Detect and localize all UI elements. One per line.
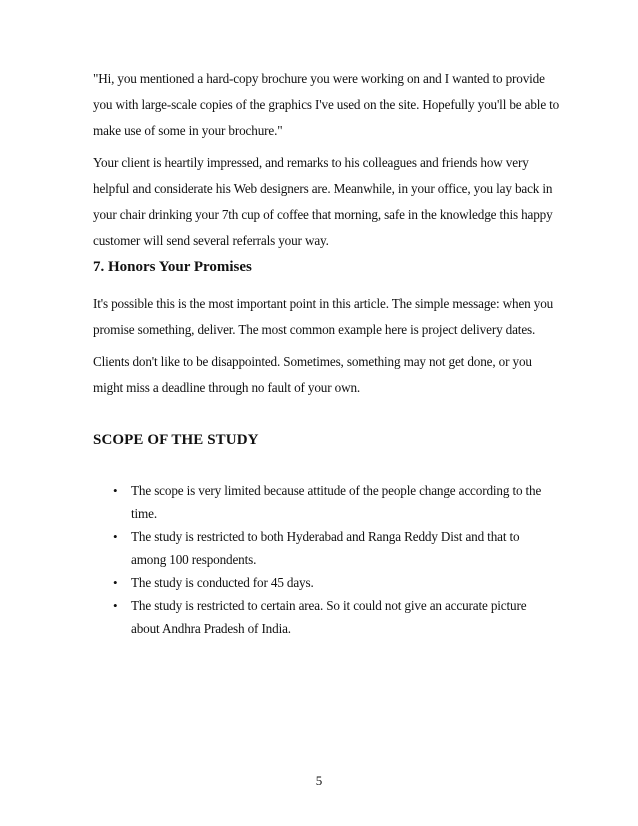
bullet-icon: • [113, 598, 118, 613]
list-item [113, 594, 553, 640]
scope-bullet-list [113, 479, 553, 640]
clients-disappointed-paragraph: Clients don't like to be disappointed. Sometimes, something may not get done, or you might miss a deadline through no fault of your own. [93, 354, 532, 395]
list-item-text: The study is restricted to both Hyderabad and Ranga Reddy Dist and that to among 100 respondents. [131, 529, 520, 567]
list-item [113, 571, 553, 594]
page-number: 5 [315, 773, 323, 788]
bullet-icon: • [113, 483, 118, 498]
list-item-text: The scope is very limited because attitude of the people change according to the time. [131, 483, 542, 521]
bullet-icon: • [113, 529, 118, 544]
quote-paragraph: "Hi, you mentioned a hard-copy brochure you were working on and I wanted to provide you with large-scale copies of the graphics I've used on the site. Hopefully you'll be able to make use of some in your brochure." [93, 71, 560, 138]
list-item-text: The study is restricted to certain area. So it could not give an accurate picture about Andhra Pradesh of India. [131, 598, 527, 636]
client-impressed-paragraph: Your client is heartily impressed, and remarks to his colleagues and friends how very helpful and considerate his Web designers are. Meanwhile, in your office, you lay back in your chair drinking your 7th cup of coffee that morning, safe in the knowledge this happy customer will send several referrals your way. [93, 155, 553, 248]
scope-of-study-heading: SCOPE OF THE STUDY [93, 432, 259, 448]
list-item [113, 525, 553, 571]
list-item [113, 479, 553, 525]
section-heading-honors-promises: 7. Honors Your Promises [93, 259, 252, 275]
bullet-icon: • [113, 575, 118, 590]
list-item-text: The study is conducted for 45 days. [131, 575, 314, 590]
important-point-paragraph: It's possible this is the most important point in this article. The simple message: when you promise something, deliver. The most common example here is project delivery dates. [93, 296, 554, 337]
